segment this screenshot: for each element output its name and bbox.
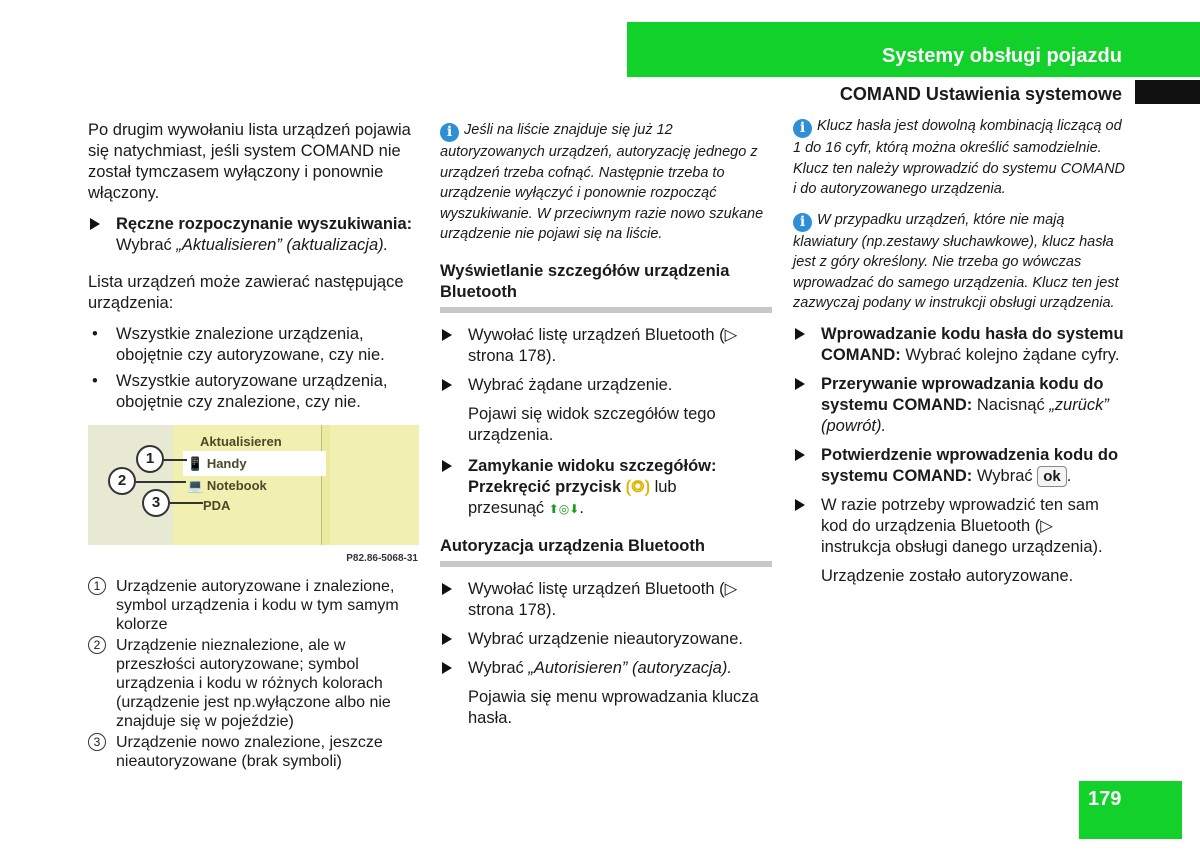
heading-authorization: Autoryzacja urządzenia Bluetooth bbox=[440, 536, 772, 567]
legend-text: Urządzenie nieznalezione, ale w przeszłości autoryzowane; symbol urządzenia i kodu w różnych kolorach (urządzenie jest np.wyłączone albo nie znajduje się w pojeździe) bbox=[116, 637, 391, 730]
bullet-icon: • bbox=[92, 372, 98, 390]
info-icon: i bbox=[793, 119, 812, 138]
step-text: Wybrać bbox=[116, 236, 177, 254]
intro-paragraph: Po drugim wywołaniu lista urządzeń pojawia się natychmiast, jeśli system COMAND nie został tymczasem wyłączony i ponownie włączony. bbox=[88, 121, 411, 202]
step-authorize: Wybrać „Autorisieren” (autoryzacja). bbox=[440, 658, 772, 679]
legend-text: Urządzenie nowo znalezione, jeszcze nieautoryzowane (brak symboli) bbox=[116, 734, 383, 770]
legend-number: 3 bbox=[88, 733, 106, 751]
step-select-device: Wybrać żądane urządzenie. bbox=[440, 375, 772, 396]
rotate-knob-icon: ⟮◎⟯ bbox=[625, 477, 650, 496]
callout-1: 1 bbox=[136, 445, 164, 473]
column-2 bbox=[440, 120, 772, 739]
arrow-icon bbox=[90, 218, 100, 230]
page-number: 179 bbox=[1088, 788, 1122, 810]
step-cancel-code: Przerywanie wprowadzania kodu do systemu COMAND: Nacisnąć „zurück” (powrót). bbox=[793, 374, 1125, 437]
list-intro: Lista urządzeń może zawierać następujące urządzenia: bbox=[88, 273, 404, 312]
device-row-notebook: 💻 Notebook bbox=[187, 478, 267, 493]
info-icon: i bbox=[793, 213, 812, 232]
arrow-icon bbox=[795, 499, 805, 511]
update-entry: Aktualisieren bbox=[200, 434, 282, 449]
step-select-unauthorized: Wybrać urządzenie nieautoryzowane. bbox=[440, 629, 772, 650]
info-icon: i bbox=[440, 123, 459, 142]
device-row-pda: PDA bbox=[203, 498, 231, 513]
arrow-icon bbox=[442, 379, 452, 391]
step-enter-code: Wprowadzanie kodu hasła do systemu COMAND: Wybrać kolejno żądane cyfry. bbox=[793, 324, 1125, 366]
callout-line bbox=[136, 481, 186, 483]
tab-marker bbox=[1135, 80, 1200, 104]
section-title: Systemy obsługi pojazdu bbox=[881, 45, 1122, 67]
arrow-icon bbox=[442, 633, 452, 645]
callout-2: 2 bbox=[108, 467, 136, 495]
legend-number: 1 bbox=[88, 577, 106, 595]
legend-item bbox=[88, 733, 418, 771]
list-item bbox=[88, 371, 418, 413]
phone-icon: 📱 bbox=[187, 456, 204, 471]
step-close-details: Zamykanie widoku szczegółów: Przekręcić przycisk ⟮◎⟯ lub przesunąć ⬆◎⬇. bbox=[440, 456, 772, 520]
arrow-icon bbox=[442, 583, 452, 595]
slide-knob-icon: ⬆◎⬇ bbox=[548, 501, 580, 516]
callout-line bbox=[162, 459, 187, 461]
bullet-icon: • bbox=[92, 325, 98, 343]
callout-3: 3 bbox=[142, 489, 170, 517]
list-item-text: Wszystkie znalezione urządzenia, obojętnie czy autoryzowane, czy nie. bbox=[116, 325, 385, 364]
step-manual-search bbox=[88, 214, 418, 256]
arrow-icon bbox=[795, 378, 805, 390]
arrow-icon bbox=[442, 460, 452, 472]
step-open-list: Wywołać listę urządzeń Bluetooth (▷ strona 178). bbox=[440, 325, 772, 367]
figure-caption: P82.86-5068-31 bbox=[346, 553, 418, 564]
list-item-text: Wszystkie autoryzowane urządzenia, obojętnie czy znalezione, czy nie. bbox=[116, 372, 388, 411]
legend-item bbox=[88, 636, 418, 731]
subsection-title: COMAND Ustawienia systemowe bbox=[839, 84, 1122, 104]
arrow-icon bbox=[795, 449, 805, 461]
arrow-icon bbox=[795, 328, 805, 340]
result-text: Pojawi się widok szczegółów tego urządzenia. bbox=[468, 404, 716, 444]
info-note: i W przypadku urządzeń, które nie mają klawiatury (np.zestawy słuchawkowe), klucz hasła jest z góry określony. Nie trzeba go wówczas wprowadzać do samego urządzenia. Klucz ten jest zazwyczaj podany w instrukcji obsługi urządzenia. bbox=[793, 211, 1119, 311]
device-list-figure bbox=[88, 425, 419, 545]
scrollbar bbox=[321, 425, 330, 545]
result-text: Urządzenie zostało autoryzowane. bbox=[821, 566, 1074, 585]
legend-number: 2 bbox=[88, 636, 106, 654]
step-bold: Ręczne rozpoczynanie wyszukiwania: bbox=[116, 215, 413, 233]
callout-line bbox=[168, 502, 203, 504]
column-3 bbox=[793, 116, 1125, 597]
step-italic: „Aktualisieren” (aktualizacja). bbox=[176, 236, 389, 254]
list-item bbox=[88, 324, 418, 366]
info-note: i Klucz hasła jest dowolną kombinacją liczącą od 1 do 16 cyfr, którą można określić samodzielnie. Klucz ten należy wprowadzić do systemu COMAND i do autoryzowanego urządzenia. bbox=[793, 118, 1126, 197]
legend-item bbox=[88, 577, 418, 634]
legend-text: Urządzenie autoryzowane i znalezione, symbol urządzenia i kodu w tym samym kolorze bbox=[116, 578, 399, 633]
column-1 bbox=[88, 120, 418, 773]
ok-key-icon: ok bbox=[1037, 466, 1067, 487]
step-enter-on-device: W razie potrzeby wprowadzić ten sam kod do urządzenia Bluetooth (▷ instrukcja obsługi danego urządzenia). bbox=[793, 495, 1125, 558]
step-confirm-code: Potwierdzenie wprowadzenia kodu do systemu COMAND: Wybrać ok . bbox=[793, 445, 1125, 487]
step-open-list: Wywołać listę urządzeń Bluetooth (▷ strona 178). bbox=[440, 579, 772, 621]
info-note: i Jeśli na liście znajduje się już 12 autoryzowanych urządzeń, autoryzację jednego z urządzeń trzeba cofnąć. Następnie trzeba to urządzenie wyłączyć i ponownie rozpocząć wyszukiwanie. W przeciwnym razie nowo szukane urządzenie nie pojawi się na liście. bbox=[440, 122, 764, 242]
arrow-icon bbox=[442, 662, 452, 674]
arrow-icon bbox=[442, 329, 452, 341]
device-row-handy: 📱 Handy bbox=[183, 451, 326, 476]
result-text: Pojawia się menu wprowadzania klucza hasła. bbox=[468, 687, 759, 727]
heading-device-details: Wyświetlanie szczegółów urządzenia Bluetooth bbox=[440, 261, 772, 313]
notebook-icon: 💻 bbox=[187, 478, 204, 493]
